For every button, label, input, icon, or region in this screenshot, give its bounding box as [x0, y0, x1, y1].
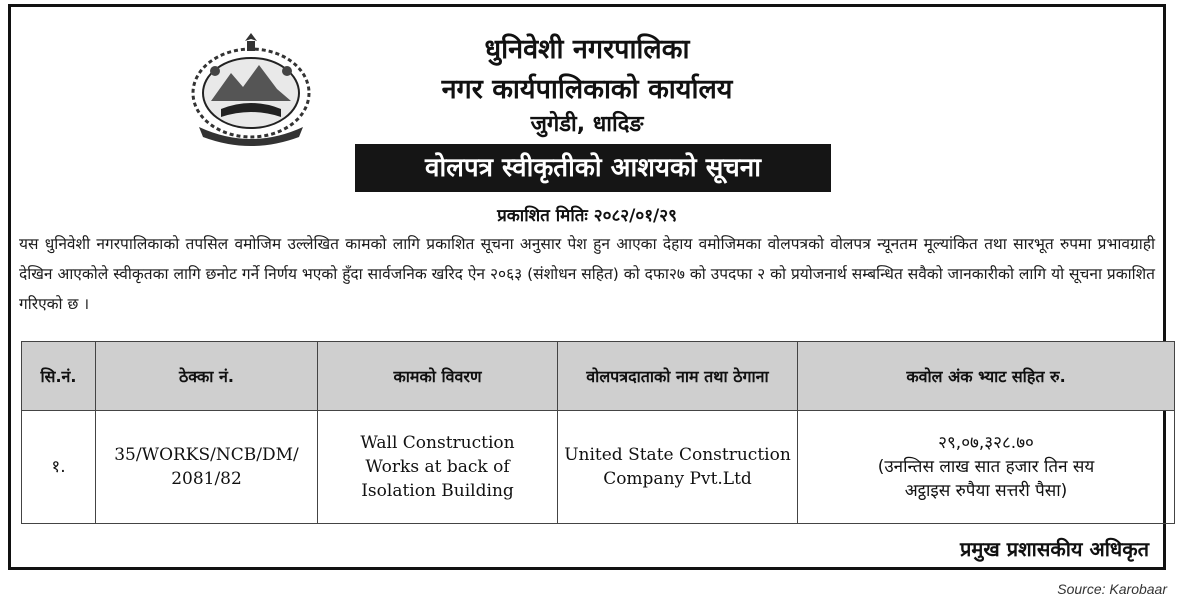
cell-bidder — [558, 411, 798, 524]
office-location: जुगेडी, धादिङ — [530, 112, 644, 137]
bidder-line: United State Construction — [564, 445, 791, 465]
source-credit: Source: Karobaar — [1057, 581, 1167, 597]
col-header-description: कामको विवरण — [318, 342, 558, 411]
cell-description — [318, 411, 558, 524]
cell-contract — [96, 411, 318, 524]
col-header-amount: कवोल अंक भ्याट सहित रु. — [798, 342, 1175, 411]
contract-line: 2081/82 — [171, 469, 242, 489]
notice-body: यस धुनिवेशी नगरपालिकाको तपसिल वमोजिम उल्लेखित कामको लागि प्रकाशित सूचना अनुसार पेश हुन आएका देहाय वमोजिमका वोलपत्रको वोलपत्र न्यूनतम मूल्यांकित तथा सारभूत रुपमा प्रभावग्राही देखिन आएकोले स्वीकृतका लागि छनोट गर्ने निर्णय भएको हुँदा सार्वजनिक खरिद ऐन २०६३ (संशोधन सहित) को दफा२७ को उपदफा २ को प्रयोजनार्थ सम्बन्धित सवैको जानकारीको लागि यो सूचना प्रकाशित गरिएको छ । — [19, 235, 1156, 313]
col-header-bidder: वोलपत्रदाताको नाम तथा ठेगाना — [558, 342, 798, 411]
office-subtitle: नगर कार्यपालिकाको कार्यालय — [441, 74, 733, 105]
cell-amount — [798, 411, 1175, 524]
cell-sn: १. — [22, 411, 96, 524]
amount-figure: २९,०७,३२८.७० — [938, 433, 1034, 453]
contract-line: 35/WORKS/NCB/DM/ — [114, 445, 299, 465]
description-line: Works at back of — [365, 457, 510, 477]
signatory-title: प्रमुख प्रशासकीय अधिकृत — [960, 537, 1149, 561]
published-date: प्रकाशित मितिः २०८२/०१/२९ — [497, 206, 677, 226]
description-line: Wall Construction — [360, 433, 515, 453]
bidder-line: Company Pvt.Ltd — [603, 469, 752, 489]
notice-frame — [8, 4, 1166, 570]
col-header-contract: ठेक्का नं. — [96, 342, 318, 411]
amount-words: अट्ठाइस रुपैया सत्तरी पैसा) — [904, 481, 1068, 501]
amount-words: (उनन्तिस लाख सात हजार तिन सय — [877, 457, 1095, 477]
table-header-row — [22, 342, 1175, 411]
notice-title: वोलपत्र स्वीकृतीको आशयको सूचना — [355, 144, 831, 192]
col-header-sn: सि.नं. — [22, 342, 96, 411]
description-line: Isolation Building — [361, 481, 514, 501]
bid-table — [21, 341, 1175, 524]
table-row — [22, 411, 1175, 524]
office-name: धुनिवेशी नगरपालिका — [484, 34, 690, 65]
